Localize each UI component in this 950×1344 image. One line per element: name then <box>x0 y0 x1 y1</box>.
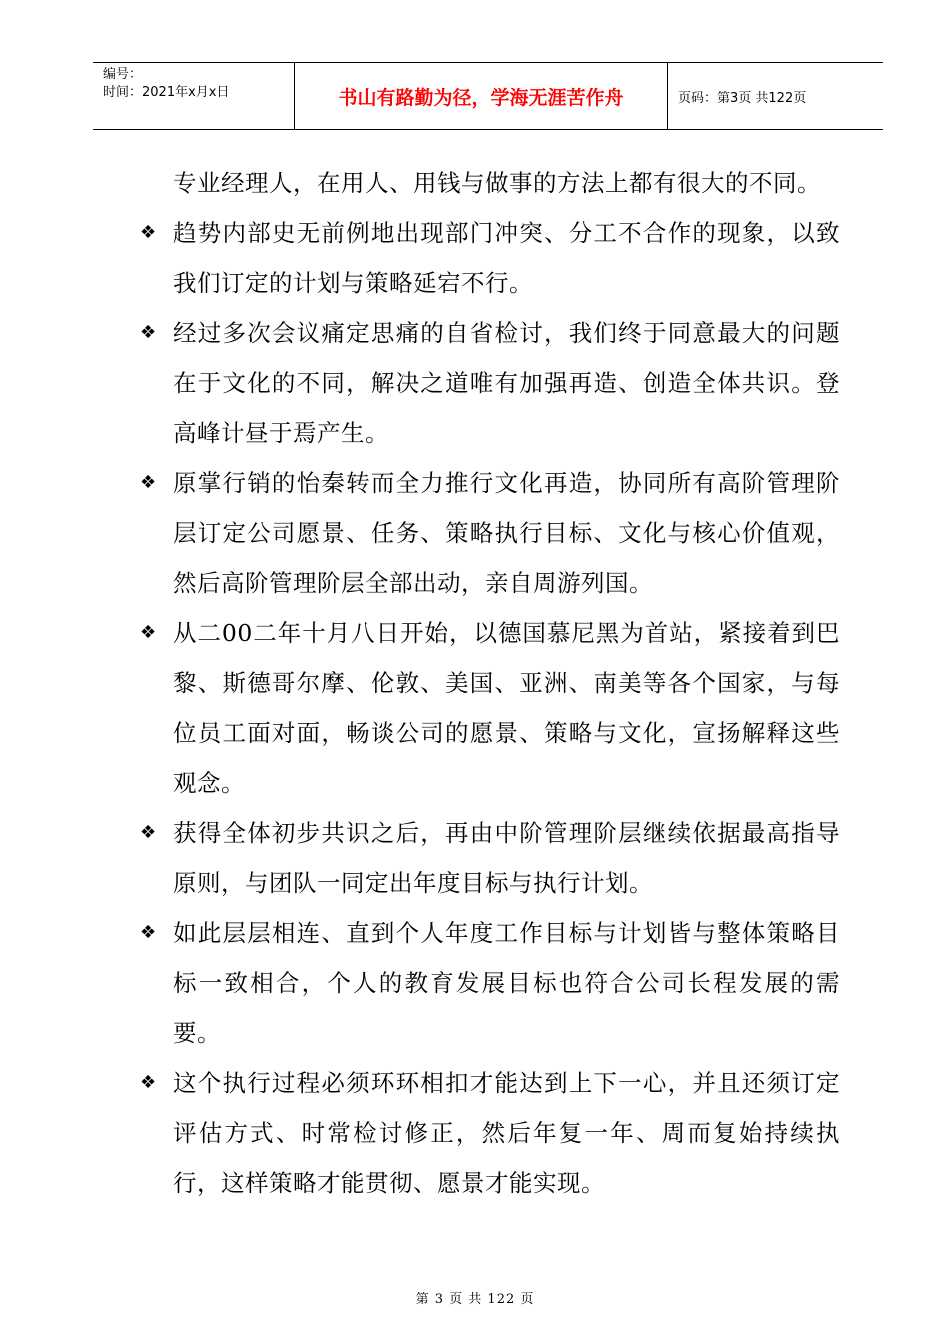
paragraph-text: 从二00二年十月八日开始，以德国慕尼黑为首站，紧接着到巴黎、斯德哥尔摩、伦敦、美国、亚洲、南美等各个国家，与每位员工面对面，畅谈公司的愿景、策略与文化，宣扬解释这些观念。 <box>173 619 840 797</box>
paragraph-text: 这个执行过程必须环环相扣才能达到上下一心，并且还须订定评估方式、时常检讨修正，然后年复一年、周而复始持续执行，这样策略才能贯彻、愿景才能实现。 <box>173 1069 840 1197</box>
paragraph <box>140 808 840 908</box>
paragraph <box>140 208 840 308</box>
paragraph-text: 经过多次会议痛定思痛的自省检讨，我们终于同意最大的问题在于文化的不同，解决之道唯有加强再造、创造全体共识。登高峰计昼于焉产生。 <box>173 319 840 447</box>
diamond-bullet-icon: ❖ <box>140 622 157 643</box>
header-meta <box>93 63 295 129</box>
diamond-bullet-icon: ❖ <box>140 922 157 943</box>
header-page-info: 页码：第3页 共122页 <box>678 90 807 106</box>
diamond-bullet-icon: ❖ <box>140 822 157 843</box>
paragraph-text: 获得全体初步共识之后，再由中阶管理阶层继续依据最高指导原则，与团队一同定出年度目标与执行计划。 <box>173 819 840 897</box>
paragraph-text: 如此层层相连、直到个人年度工作目标与计划皆与整体策略目标一致相合，个人的教育发展目标也符合公司长程发展的需要。 <box>173 919 840 1047</box>
paragraph-text: 趋势内部史无前例地出现部门冲突、分工不合作的现象，以致我们订定的计划与策略延宕不行。 <box>173 219 840 297</box>
time-label: 时间：2021年x月x日 <box>103 85 230 100</box>
paragraph <box>140 1058 840 1208</box>
paragraph <box>140 458 840 608</box>
page-footer: 第 3 页 共 122 页 <box>415 1292 535 1307</box>
diamond-bullet-icon: ❖ <box>140 322 157 343</box>
diamond-bullet-icon: ❖ <box>140 222 157 243</box>
paragraph <box>140 908 840 1058</box>
paragraph <box>140 308 840 458</box>
paragraph <box>140 608 840 808</box>
number-label: 编号： <box>103 67 143 82</box>
paragraph-text: 专业经理人，在用人、用钱与做事的方法上都有很大的不同。 <box>173 169 821 197</box>
document-body <box>140 158 840 1208</box>
diamond-bullet-icon: ❖ <box>140 472 157 493</box>
paragraph <box>140 158 840 208</box>
paragraph-text: 原掌行销的怡秦转而全力推行文化再造，协同所有高阶管理阶层订定公司愿景、任务、策略执行目标、文化与核心价值观，然后高阶管理阶层全部出动，亲自周游列国。 <box>173 469 840 597</box>
header-motto: 书山有路勤为径，学海无涯苦作舟 <box>295 63 668 129</box>
page-header <box>93 62 883 130</box>
diamond-bullet-icon: ❖ <box>140 1072 157 1093</box>
